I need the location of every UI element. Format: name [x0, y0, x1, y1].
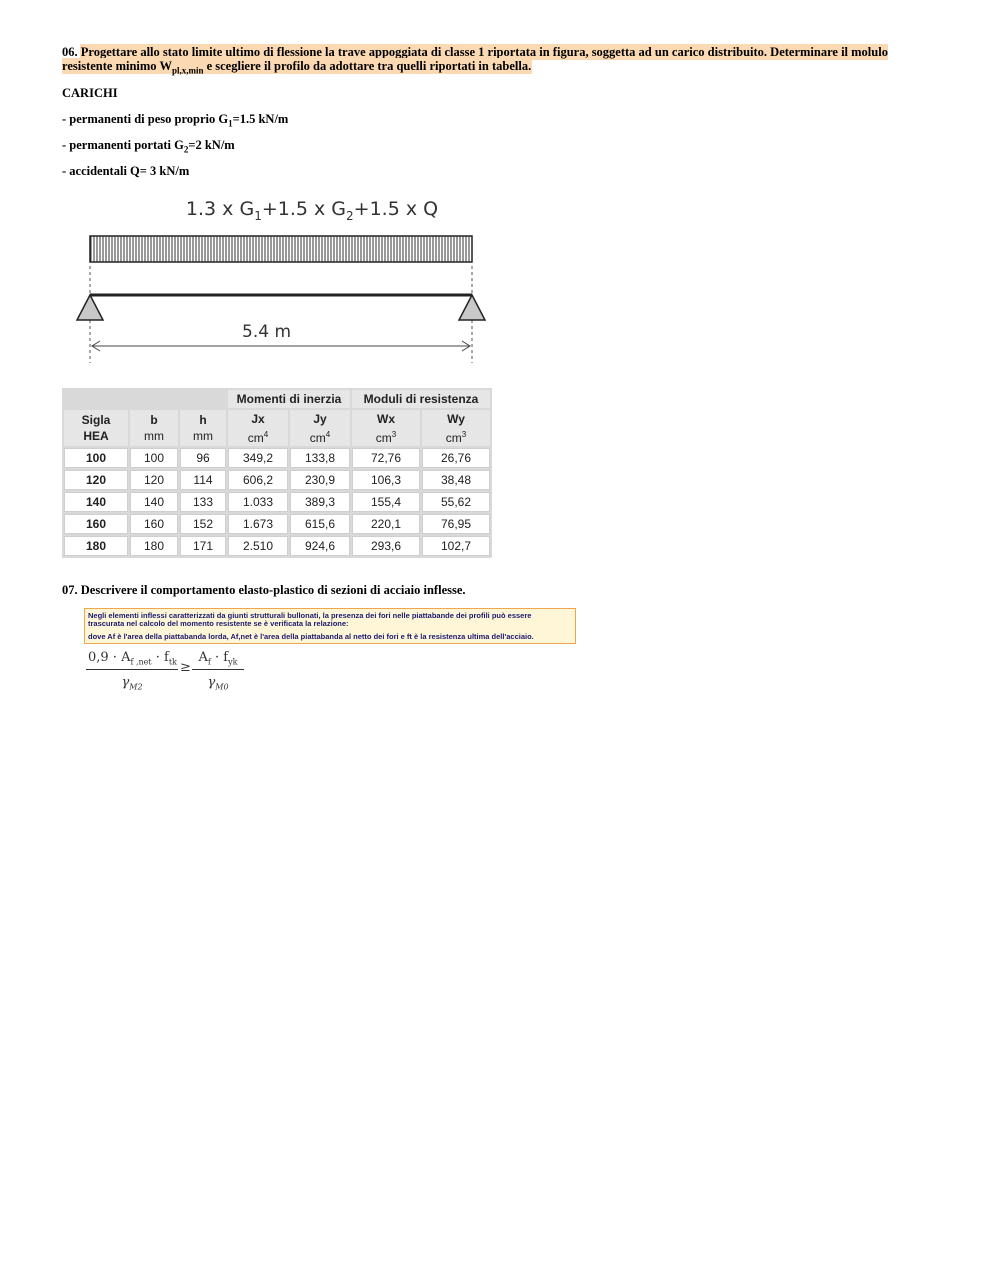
question-06 — [62, 45, 922, 78]
span-label: 5.4 m — [242, 322, 291, 342]
table-cell: 100 — [130, 448, 178, 468]
table-cell: 102,7 — [422, 536, 490, 556]
table-cell: 152 — [180, 514, 226, 534]
load-q: - accidentali Q= 3 kN/m — [62, 164, 190, 178]
table-row — [64, 448, 490, 468]
table-cell: 120 — [64, 470, 128, 490]
load-g1: - permanenti di peso proprio $G_1=1.5$ kN/m — [62, 112, 289, 129]
note-line-3: dove Af è l'area della piattabanda lorda, Af,net è l'area della piattabanda al netto dei fori e ft è la resistenza ultima dell'acciaio. — [88, 632, 534, 641]
load-g2: - permanenti portati $G_2=2$ kN/m — [62, 138, 235, 155]
col-wx: Wx $cm^3$ — [352, 410, 420, 446]
table-cell: 180 — [130, 536, 178, 556]
table-row — [64, 536, 490, 556]
table-cell: 155,4 — [352, 492, 420, 512]
table-cell: 230,9 — [290, 470, 350, 490]
note-line-2: trascurata nel calcolo del momento resistente se è verificata la relazione: — [88, 619, 349, 628]
beam-diagram — [72, 198, 502, 368]
table-header-blank — [64, 390, 226, 408]
table-cell: 1.673 — [228, 514, 288, 534]
question-07: 07. Descrivere il comportamento elasto-plastico di sezioni di acciaio inflesse. — [62, 583, 466, 597]
inequality-rhs: $A_f \cdot f_{yk}$ $\gamma_{M0}$ — [192, 650, 244, 691]
hea-profile-table — [62, 388, 492, 558]
table-cell: 160 — [64, 514, 128, 534]
table-row — [64, 470, 490, 490]
table-cell: 1.033 — [228, 492, 288, 512]
load-combination-formula: 1.3 x $G_1+1.5$ x $G_2+1.5$ x Q — [185, 198, 439, 223]
table-cell: 38,48 — [422, 470, 490, 490]
loads-heading: CARICHI — [62, 86, 118, 100]
col-sigla: Sigla HEA — [64, 410, 128, 446]
table-cell: 100 — [64, 448, 128, 468]
table-cell: 76,95 — [422, 514, 490, 534]
table-cell: 133 — [180, 492, 226, 512]
question-06-text: Progettare allo stato limite ultimo di flessione la trave appoggiata di classe 1 riportata in figura, soggetta ad un carico distribuito. Determinare il molulo resistente minimo $W_{pl,x,min}$ e scegliere il profilo da adottare tra quelli riportati in tabella. — [62, 45, 888, 76]
note-line-1: Negli elementi inflessi caratterizzati da giunti strutturali bullonati, la presenza dei fori nelle piattabande dei profili può essere — [88, 611, 532, 620]
right-support — [459, 295, 485, 320]
table-row — [64, 492, 490, 512]
table-cell: 160 — [130, 514, 178, 534]
col-jx: Jx $cm^4$ — [228, 410, 288, 446]
table-cell: 133,8 — [290, 448, 350, 468]
table-cell: 349,2 — [228, 448, 288, 468]
col-b: b mm — [130, 410, 178, 446]
table-cell: 220,1 — [352, 514, 420, 534]
group-moments-of-inertia: Momenti di inerzia — [228, 390, 350, 408]
table-cell: 924,6 — [290, 536, 350, 556]
col-h: h mm — [180, 410, 226, 446]
beam-figure — [72, 198, 502, 368]
left-support — [77, 295, 103, 320]
table-cell: 55,62 — [422, 492, 490, 512]
table-cell: 293,6 — [352, 536, 420, 556]
col-jy: Jy $cm^4$ — [290, 410, 350, 446]
table-cell: 615,6 — [290, 514, 350, 534]
question-06-number: 06. — [62, 45, 78, 59]
inequality-lhs: $0,9 \cdot A_{f ,net} \cdot f_{tk}$ $\gamma_{M2}$ — [88, 650, 177, 692]
table-cell: 2.510 — [228, 536, 288, 556]
table-cell: 72,76 — [352, 448, 420, 468]
table-cell: 180 — [64, 536, 128, 556]
table-cell: 106,3 — [352, 470, 420, 490]
distributed-load — [90, 236, 472, 262]
inequality-operator: ≥ — [180, 660, 191, 675]
table-cell: 26,76 — [422, 448, 490, 468]
table-cell: 171 — [180, 536, 226, 556]
table-cell: 96 — [180, 448, 226, 468]
table-cell: 120 — [130, 470, 178, 490]
table-cell: 389,3 — [290, 492, 350, 512]
group-section-moduli: Moduli di resistenza — [352, 390, 490, 408]
table-row — [64, 514, 490, 534]
table-cell: 606,2 — [228, 470, 288, 490]
net-section-inequality — [86, 648, 266, 694]
table-cell: 140 — [130, 492, 178, 512]
table-cell: 114 — [180, 470, 226, 490]
col-wy: Wy $cm^3$ — [422, 410, 490, 446]
table-cell: 140 — [64, 492, 128, 512]
bolted-joint-note — [84, 608, 576, 644]
